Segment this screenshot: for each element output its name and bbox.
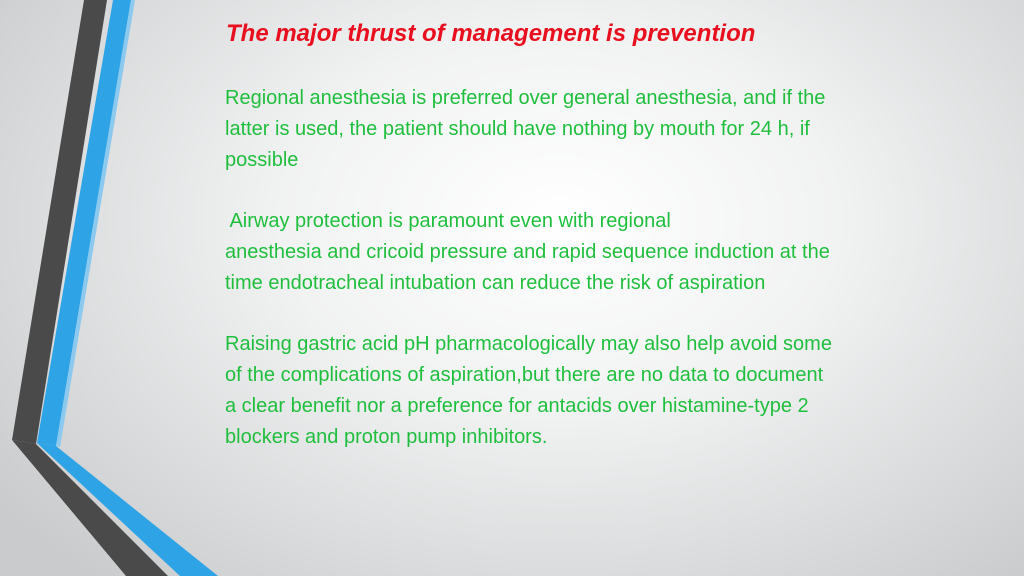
slide-title: The major thrust of management is prevention (226, 20, 756, 47)
paragraph-line: possible (225, 149, 299, 171)
paragraph-line: Airway protection is paramount even with regional (225, 210, 671, 232)
dark-stripe-diagonal (12, 440, 168, 576)
paragraph-line: Regional anesthesia is preferred over general anesthesia, and if the (225, 87, 826, 109)
paragraph-line: a clear benefit nor a preference for antacids over histamine-type 2 (225, 395, 809, 417)
paragraph-line: of the complications of aspiration,but there are no data to document (225, 364, 824, 386)
paragraph-gastric-acid (225, 329, 955, 453)
paragraph-line: anesthesia and cricoid pressure and rapid sequence induction at the (225, 241, 830, 263)
paragraph-line: latter is used, the patient should have nothing by mouth for 24 h, if (225, 118, 810, 140)
paragraph-line: blockers and proton pump inhibitors. (225, 426, 548, 448)
paragraph-airway-protection (225, 206, 955, 299)
paragraph-line: time endotracheal intubation can reduce the risk of aspiration (225, 272, 766, 294)
paragraph-regional-anesthesia (225, 83, 955, 176)
paragraph-line: Raising gastric acid pH pharmacologically may also help avoid some (225, 333, 832, 355)
